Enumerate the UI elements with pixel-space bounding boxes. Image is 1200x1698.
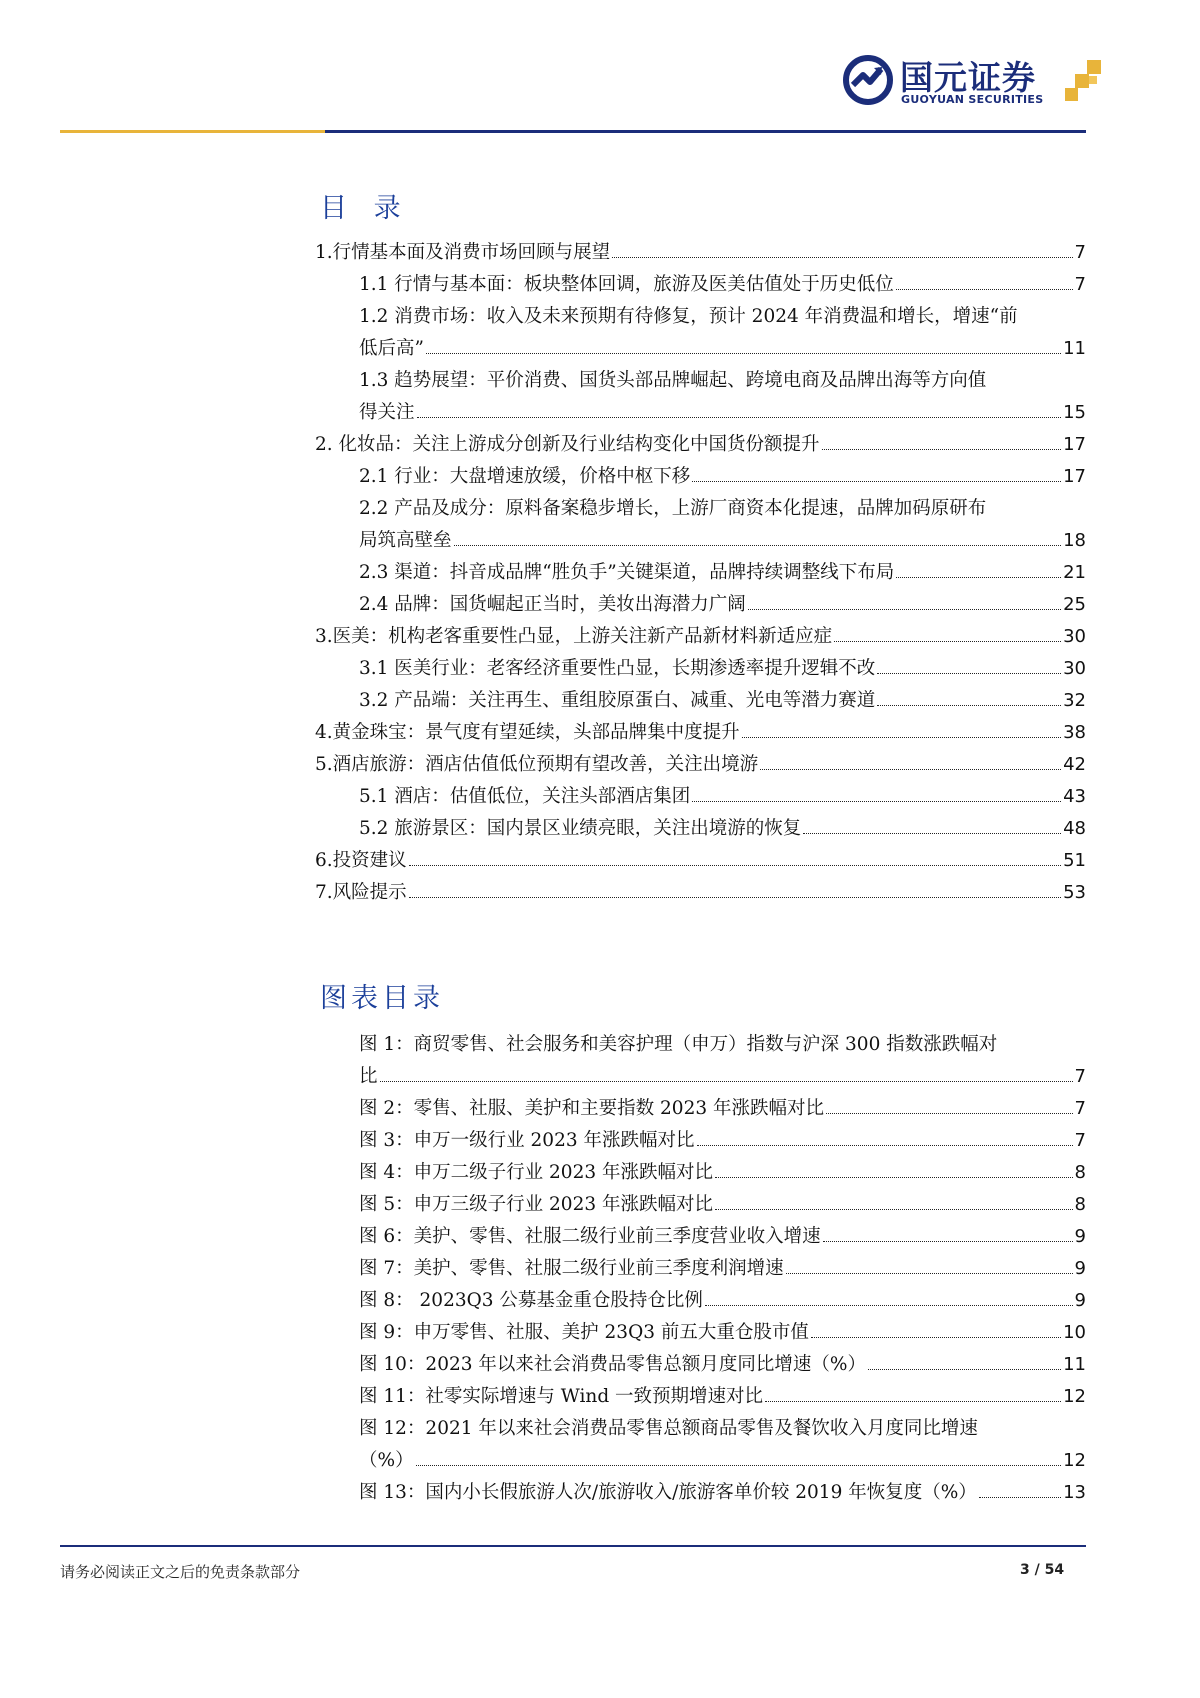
toc-entry-page: 32 [1063, 690, 1086, 711]
figure-entry[interactable] [359, 1321, 1086, 1345]
figure-entry-page: 8 [1074, 1162, 1086, 1183]
toc-entry[interactable] [359, 401, 1086, 425]
figure-entry-page: 7 [1074, 1066, 1086, 1087]
toc-entry[interactable] [359, 785, 1086, 809]
toc-entry-text[interactable]: 1.2 消费市场：收入及未来预期有待修复，预计 2024 年消费温和增长，增速“前 [359, 306, 1018, 327]
header-rule-gold [60, 130, 325, 133]
figure-entry-page: 7 [1074, 1098, 1086, 1119]
toc-entry-page: 7 [1074, 242, 1086, 263]
toc-entry[interactable] [315, 625, 1086, 649]
figure-entry-page: 9 [1074, 1290, 1086, 1311]
toc-entry[interactable] [315, 721, 1086, 745]
toc-entry-page: 25 [1063, 594, 1086, 615]
toc-entry-text: 1.1 行情与基本面：板块整体回调，旅游及医美估值处于历史低位 [359, 274, 894, 295]
toc-entry[interactable] [359, 657, 1086, 681]
figure-entry-cont: （%） [359, 1450, 414, 1471]
figure-entry[interactable] [359, 1193, 1086, 1217]
figure-entry-text: 图 3：申万一级行业 2023 年涨跌幅对比 [359, 1130, 695, 1151]
toc-entry-text: 5.2 旅游景区：国内景区业绩亮眼，关注出境游的恢复 [359, 818, 802, 839]
figure-entry-text: 图 5：申万三级子行业 2023 年涨跌幅对比 [359, 1194, 713, 1215]
toc-entry-page: 7 [1074, 274, 1086, 295]
footer-rule [60, 1545, 1086, 1547]
footer-disclaimer: 请务必阅读正文之后的免责条款部分 [60, 1563, 301, 1581]
figure-entry[interactable] [359, 1065, 1086, 1089]
toc-entry-text: 3.1 医美行业：老客经济重要性凸显，长期渗透率提升逻辑不改 [359, 658, 876, 679]
toc-entry-page: 21 [1063, 562, 1086, 583]
toc-entry[interactable] [315, 433, 1086, 457]
figure-entry-text: 图 7：美护、零售、社服二级行业前三季度利润增速 [359, 1258, 784, 1279]
toc-entry[interactable] [359, 817, 1086, 841]
toc-entry[interactable] [359, 593, 1086, 617]
toc-entry[interactable] [315, 849, 1086, 873]
toc-entry-text: 5.酒店旅游：酒店估值低位预期有望改善，关注出境游 [315, 754, 759, 775]
figure-entry-page: 9 [1074, 1258, 1086, 1279]
figure-entry[interactable] [359, 1225, 1086, 1249]
toc-entry-text: 4.黄金珠宝：景气度有望延续，头部品牌集中度提升 [315, 722, 740, 743]
figure-entry-text: 图 9：申万零售、社服、美护 23Q3 前五大重仓股市值 [359, 1322, 809, 1343]
toc-entry-page: 30 [1063, 658, 1086, 679]
figure-entry-text: 图 10：2023 年以来社会消费品零售总额月度同比增速（%） [359, 1354, 866, 1375]
toc-entry-page: 42 [1063, 754, 1086, 775]
figure-entry-text: 图 11：社零实际增速与 Wind 一致预期增速对比 [359, 1386, 764, 1407]
brand-logo [843, 52, 1108, 112]
figure-entry[interactable] [359, 1257, 1086, 1281]
toc-entry-page: 18 [1063, 530, 1086, 551]
figure-entry[interactable] [359, 1481, 1086, 1505]
toc-entry-page: 15 [1063, 402, 1086, 423]
page-header [0, 0, 1200, 140]
toc-entry[interactable] [315, 753, 1086, 777]
figure-entry-cont: 比 [359, 1066, 378, 1087]
figure-entry-text[interactable]: 图 1：商贸零售、社会服务和美容护理（申万）指数与沪深 300 指数涨跌幅对 [359, 1034, 998, 1055]
toc-entry-page: 51 [1063, 850, 1086, 871]
figure-entry-page: 8 [1074, 1194, 1086, 1215]
toc-entry-text: 5.1 酒店：估值低位，关注头部酒店集团 [359, 786, 691, 807]
toc-entry-page: 30 [1063, 626, 1086, 647]
toc-entry[interactable] [359, 337, 1086, 361]
toc-entry-text: 2.3 渠道：抖音成品牌“胜负手”关键渠道，品牌持续调整线下布局 [359, 562, 895, 583]
toc-title: 目 录 [320, 193, 410, 224]
figure-entry-text: 图 4：申万二级子行业 2023 年涨跌幅对比 [359, 1162, 713, 1183]
toc-entry[interactable] [359, 273, 1086, 297]
toc-entry-page: 17 [1063, 466, 1086, 487]
guoyuan-logo-icon [843, 55, 893, 105]
toc-entry-page: 43 [1063, 786, 1086, 807]
figure-entry[interactable] [359, 1161, 1086, 1185]
toc-entry-page: 38 [1063, 722, 1086, 743]
toc-entry-text: 6.投资建议 [315, 850, 407, 871]
header-rule-blue [325, 130, 1086, 133]
toc-entry[interactable] [359, 529, 1086, 553]
toc-entry[interactable] [315, 881, 1086, 905]
figure-entry-text: 图 6：美护、零售、社服二级行业前三季度营业收入增速 [359, 1226, 821, 1247]
toc-entry-text: 3.医美：机构老客重要性凸显，上游关注新产品新材料新适应症 [315, 626, 833, 647]
toc-entry[interactable] [359, 561, 1086, 585]
toc-entry-text: 2.1 行业：大盘增速放缓，价格中枢下移 [359, 466, 691, 487]
page-indicator: 3 / 54 [1020, 1562, 1065, 1578]
toc-entry[interactable] [359, 465, 1086, 489]
toc-entry[interactable] [315, 241, 1086, 265]
figure-entry-page: 13 [1063, 1482, 1086, 1503]
figure-entry[interactable] [359, 1289, 1086, 1313]
figure-entry[interactable] [359, 1129, 1086, 1153]
toc-entry-page: 48 [1063, 818, 1086, 839]
figure-entry-text[interactable]: 图 12：2021 年以来社会消费品零售总额商品零售及餐饮收入月度同比增速 [359, 1418, 978, 1439]
figure-entry-text: 图 8： 2023Q3 公募基金重仓股持仓比例 [359, 1290, 703, 1311]
figure-entry[interactable] [359, 1097, 1086, 1121]
brand-name-cn: 国元证券 [900, 58, 1036, 97]
toc-entry-text: 7.风险提示 [315, 882, 407, 903]
figure-entry[interactable] [359, 1385, 1086, 1409]
brand-name-en: GUOYUAN SECURITIES [901, 93, 1044, 106]
figure-entry-text: 图 2：零售、社服、美护和主要指数 2023 年涨跌幅对比 [359, 1098, 824, 1119]
toc-entry-text[interactable]: 2.2 产品及成分：原料备案稳步增长，上游厂商资本化提速，品牌加码原研布 [359, 498, 987, 519]
gold-squares-icon [1061, 60, 1103, 104]
toc-entry-text: 2.4 品牌：国货崛起正当时，美妆出海潜力广阔 [359, 594, 746, 615]
figure-entry-page: 7 [1074, 1130, 1086, 1151]
figure-entry-page: 12 [1063, 1450, 1086, 1471]
toc-entry-text: 3.2 产品端：关注再生、重组胶原蛋白、减重、光电等潜力赛道 [359, 690, 876, 711]
figure-entry-page: 10 [1063, 1322, 1086, 1343]
toc-entry-cont: 局筑高壁垒 [359, 530, 452, 551]
toc-entry-text: 2. 化妆品：关注上游成分创新及行业结构变化中国货份额提升 [315, 434, 820, 455]
figure-entry-text: 图 13：国内小长假旅游人次/旅游收入/旅游客单价较 2019 年恢复度（%） [359, 1482, 977, 1503]
figure-entry-page: 9 [1074, 1226, 1086, 1247]
toc-entry-cont: 低后高” [359, 338, 424, 359]
figure-entry-page: 11 [1063, 1354, 1086, 1375]
toc-entry[interactable] [359, 689, 1086, 713]
figure-entry[interactable] [359, 1449, 1086, 1473]
figures-title: 图表目录 [320, 983, 444, 1014]
toc-entry-text[interactable]: 1.3 趋势展望：平价消费、国货头部品牌崛起、跨境电商及品牌出海等方向值 [359, 370, 987, 391]
toc-entry-page: 17 [1063, 434, 1086, 455]
toc-entry-page: 11 [1063, 338, 1086, 359]
figure-entry-page: 12 [1063, 1386, 1086, 1407]
toc-entry-cont: 得关注 [359, 402, 415, 423]
figure-entry[interactable] [359, 1353, 1086, 1377]
toc-entry-page: 53 [1063, 882, 1086, 903]
toc-entry-text: 1.行情基本面及消费市场回顾与展望 [315, 242, 611, 263]
